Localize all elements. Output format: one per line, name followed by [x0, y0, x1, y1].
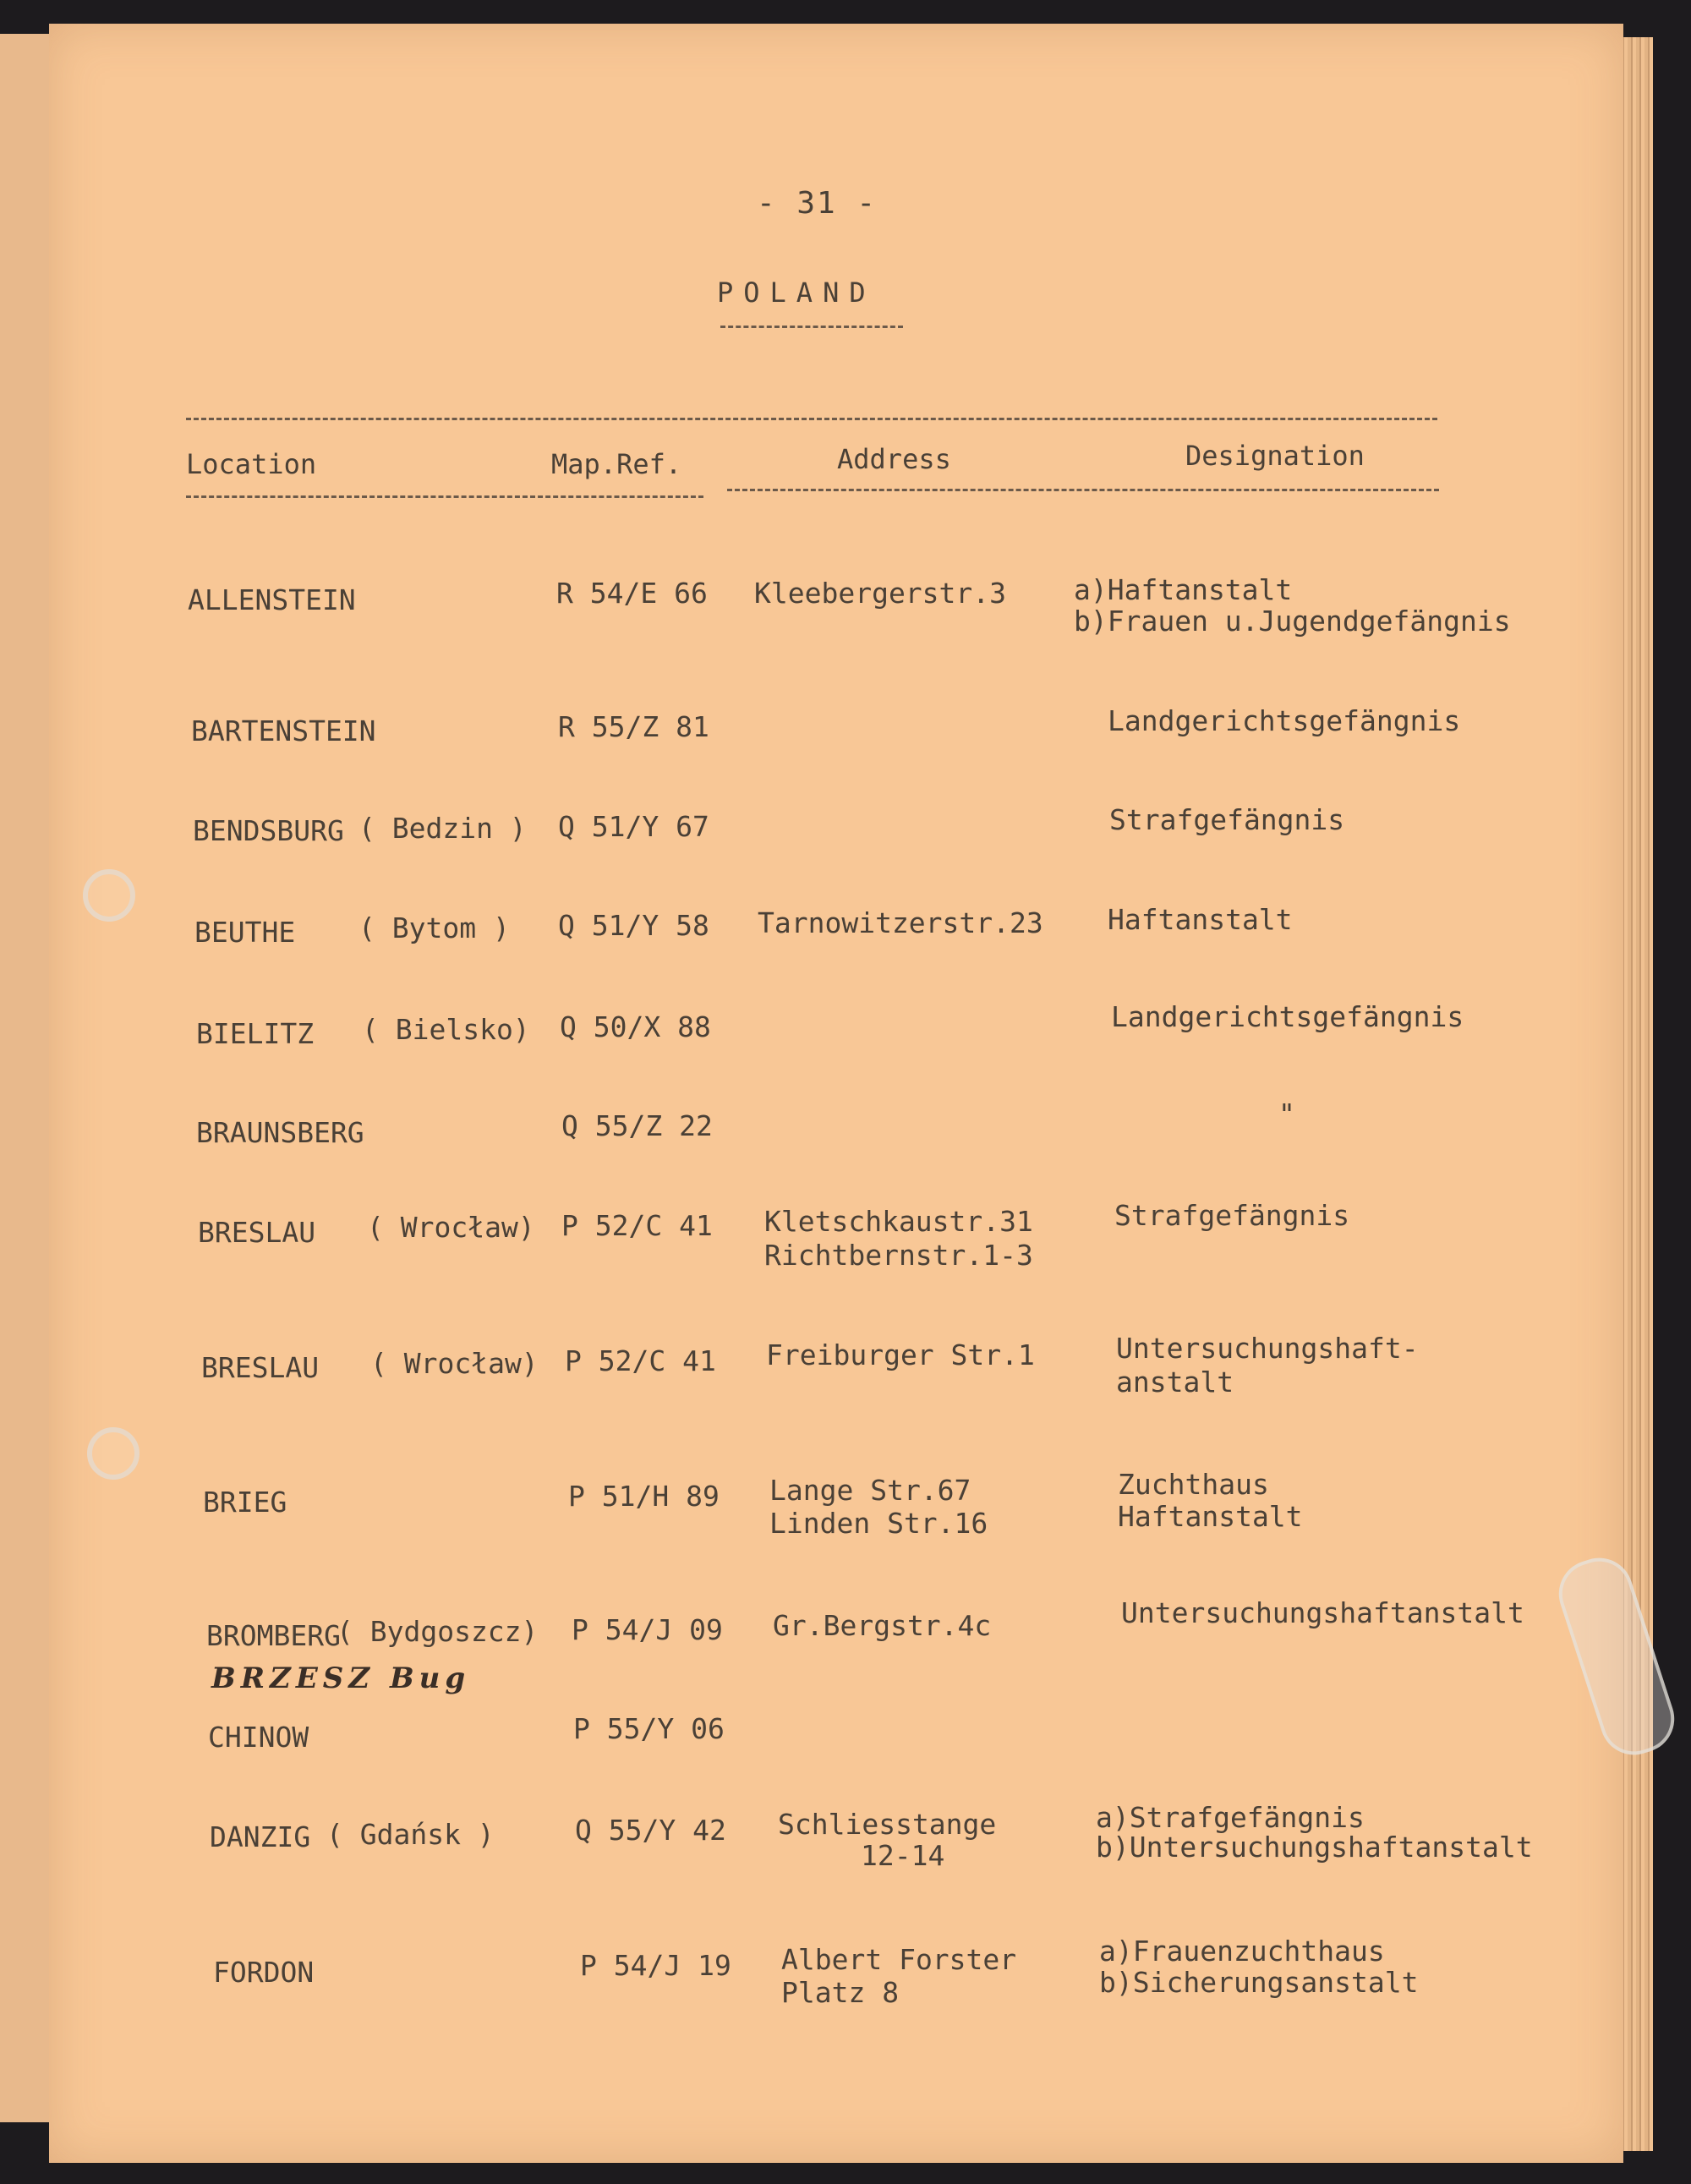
- row-location-alt: ( Wrocław): [367, 1211, 535, 1244]
- row-designation: a)Frauenzuchthaus: [1099, 1935, 1385, 1968]
- punch-hole-bottom: [87, 1427, 140, 1480]
- header-rule-bottom-left: [186, 495, 703, 498]
- row-map-ref: P 54/J 09: [572, 1613, 723, 1646]
- row-map-ref: R 54/E 66: [556, 577, 708, 610]
- row-designation: a)Strafgefängnis: [1096, 1801, 1365, 1834]
- header-rule-top: [186, 418, 1437, 420]
- row-location-alt: ( Bedzin ): [358, 812, 527, 845]
- row-designation: ": [1278, 1097, 1295, 1130]
- row-map-ref: P 54/J 19: [580, 1949, 731, 1982]
- row-address: Tarnowitzerstr.23: [758, 906, 1043, 939]
- row-designation: Landgerichtsgefängnis: [1108, 704, 1461, 737]
- row-map-ref: Q 51/Y 67: [558, 810, 709, 843]
- page-number: - 31 -: [757, 186, 878, 221]
- row-location: BRIEG: [203, 1486, 287, 1519]
- row-designation: Strafgefängnis: [1109, 803, 1345, 836]
- row-designation: Untersuchungshaft-: [1116, 1332, 1419, 1365]
- row-location-alt: ( Bielsko): [362, 1013, 530, 1046]
- row-location: CHINOW: [208, 1721, 309, 1754]
- row-designation: Untersuchungshaftanstalt: [1121, 1596, 1524, 1629]
- row-map-ref: P 52/C 41: [561, 1209, 713, 1242]
- row-address: Freiburger Str.1: [766, 1338, 1035, 1371]
- row-address: Gr.Bergstr.4c: [773, 1609, 992, 1642]
- row-location: BRESLAU: [198, 1216, 316, 1249]
- punch-hole-top: [83, 869, 135, 922]
- row-map-ref: Q 55/Z 22: [561, 1109, 713, 1142]
- row-address: Lange Str.67: [769, 1474, 971, 1507]
- row-map-ref: Q 51/Y 58: [558, 909, 709, 942]
- row-address: Platz 8: [781, 1976, 900, 2009]
- row-location: BENDSBURG: [193, 814, 344, 847]
- row-location: BIELITZ: [196, 1017, 315, 1050]
- row-designation: Landgerichtsgefängnis: [1111, 1000, 1464, 1033]
- title-underline: [720, 326, 903, 328]
- row-location: BROMBERG: [206, 1619, 341, 1652]
- handwritten-note: BRZESZ Bug: [211, 1661, 471, 1695]
- row-map-ref: P 51/H 89: [568, 1480, 720, 1513]
- row-map-ref: P 52/C 41: [565, 1344, 716, 1377]
- row-address: Kleebergerstr.3: [754, 577, 1007, 610]
- row-location: BRESLAU: [201, 1351, 320, 1384]
- row-location: ALLENSTEIN: [188, 583, 356, 616]
- row-location: DANZIG: [210, 1820, 311, 1853]
- row-location: FORDON: [213, 1956, 315, 1989]
- row-location: BEUTHE: [194, 916, 296, 949]
- row-designation: b)Sicherungsanstalt: [1099, 1966, 1419, 1999]
- row-designation: b)Frauen u.Jugendgefängnis: [1074, 605, 1511, 638]
- row-designation: anstalt: [1116, 1366, 1234, 1399]
- row-address: Kletschkaustr.31: [764, 1205, 1033, 1238]
- page-stack-edges: [1619, 37, 1653, 2151]
- row-location: BRAUNSBERG: [196, 1116, 364, 1149]
- header-designation: Designation: [1185, 440, 1365, 472]
- row-address: Linden Str.16: [769, 1507, 988, 1540]
- row-map-ref: Q 50/X 88: [560, 1010, 711, 1043]
- row-map-ref: P 55/Y 06: [573, 1712, 725, 1745]
- row-location: BARTENSTEIN: [191, 714, 376, 747]
- row-address: 12-14: [861, 1839, 945, 1872]
- row-designation: Zuchthaus: [1118, 1468, 1269, 1501]
- row-address: Richtbernstr.1-3: [764, 1239, 1033, 1272]
- row-location-alt: ( Gdańsk ): [326, 1818, 495, 1851]
- page-title: POLAND: [717, 276, 876, 309]
- row-map-ref: Q 55/Y 42: [575, 1814, 726, 1847]
- facing-page-edge: [0, 34, 51, 2122]
- row-address: Albert Forster: [781, 1943, 1017, 1976]
- row-designation: b)Untersuchungshaftanstalt: [1096, 1831, 1533, 1864]
- row-designation: Haftanstalt: [1108, 903, 1293, 936]
- row-address: Schliesstange: [778, 1808, 997, 1841]
- row-designation: Strafgefängnis: [1114, 1199, 1350, 1232]
- row-designation: a)Haftanstalt: [1074, 573, 1293, 606]
- row-designation: Haftanstalt: [1118, 1500, 1303, 1533]
- row-map-ref: R 55/Z 81: [558, 710, 709, 743]
- row-location-alt: ( Bytom ): [358, 911, 510, 944]
- row-location-alt: ( Wrocław): [370, 1347, 539, 1380]
- header-map-ref: Map.Ref.: [551, 448, 682, 480]
- row-location-alt: ( Bydgoszcz): [337, 1615, 539, 1648]
- header-rule-bottom-right: [727, 489, 1439, 491]
- header-address: Address: [837, 443, 951, 475]
- header-location: Location: [186, 448, 317, 480]
